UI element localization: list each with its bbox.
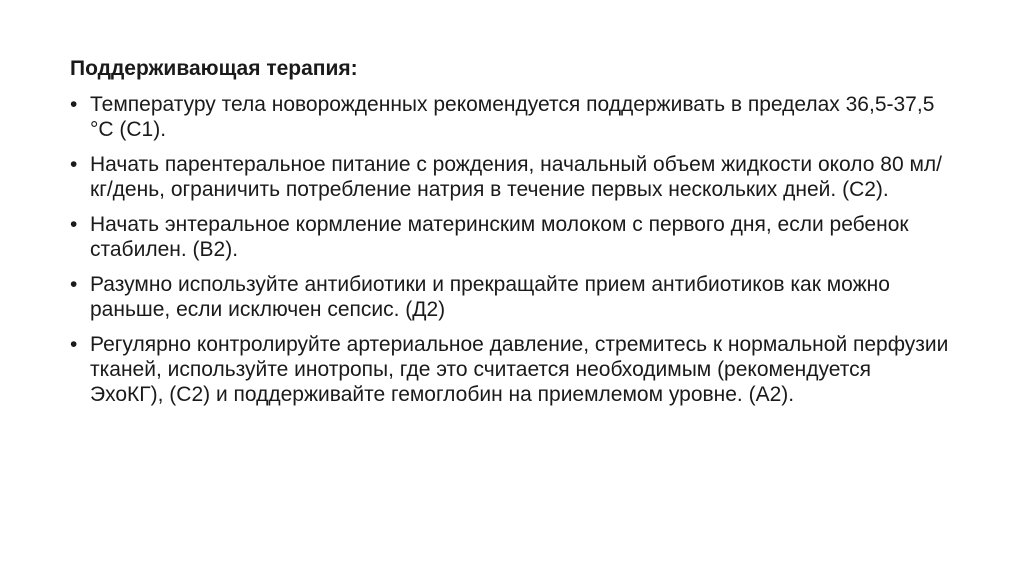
bullet-item-enteral-feeding <box>70 212 950 262</box>
bullet-text: Начать парентеральное питание с рождения, начальный объем жидкости около 80 мл/кг/день, ограничить потребление натрия в течение первых нескольких дней. (С2). <box>90 153 942 201</box>
bullet-icon: • <box>70 153 78 176</box>
bullet-text: Регулярно контролируйте артериальное давление, стремитесь к нормальной перфузии тканей, используйте инотропы, где это считается необходимым (рекомендуется ЭхоКГ), (С2) и поддерживайте гемоглобин на приемлемом уровне. (А2). <box>90 333 949 406</box>
bullet-icon: • <box>70 93 78 116</box>
bullet-icon: • <box>70 213 78 236</box>
bullet-item-blood-pressure <box>70 332 950 407</box>
slide-heading: Поддерживающая терапия: <box>70 57 358 80</box>
bullet-item-antibiotics <box>70 272 950 322</box>
bullet-text: Начать энтеральное кормление материнским молоком с первого дня, если ребенок стабилен. (В2). <box>90 213 909 261</box>
bullet-text: Разумно используйте антибиотики и прекращайте прием антибиотиков как можно раньше, если исключен сепсис. (Д2) <box>90 273 890 321</box>
bullet-item-parenteral-nutrition <box>70 152 950 202</box>
bullet-list <box>70 92 950 407</box>
bullet-item-temperature <box>70 92 950 142</box>
slide-content <box>70 56 950 417</box>
bullet-icon: • <box>70 273 78 296</box>
bullet-text: Температуру тела новорожденных рекомендуется поддерживать в пределах 36,5-37,5 °С (С1). <box>90 93 935 141</box>
bullet-icon: • <box>70 333 78 356</box>
